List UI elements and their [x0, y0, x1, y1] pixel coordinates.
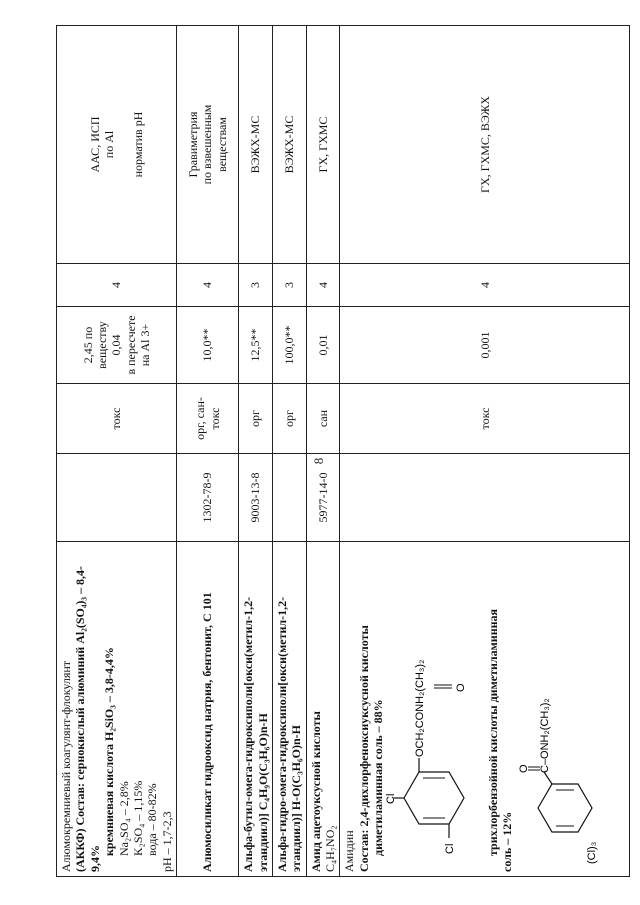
value-line: 2,45 по — [80, 326, 95, 364]
method-line: Гравиметрия — [186, 111, 201, 178]
dichlorophenoxy-structure — [384, 568, 486, 868]
method-cell: ГХ, ГХМС, ВЭЖХ — [340, 26, 630, 264]
value-cell: 0,01 — [306, 307, 340, 384]
page-number: 8 — [311, 457, 326, 465]
class-cell: 3 — [272, 264, 306, 307]
method-line: ААС, ИСП — [87, 116, 102, 173]
cas-cell: 5977-14-0 — [306, 454, 340, 542]
name-line: Алюмосиликат гидрооксид натрия, бентонит, С 101 — [200, 592, 215, 872]
value-line: на Al 3+ — [138, 323, 153, 367]
method-line: веществам — [214, 117, 229, 172]
method-cell: ГХ, ГХМС — [306, 26, 340, 264]
method-cell — [57, 26, 177, 264]
struct-label: Cl — [443, 843, 456, 854]
class-cell: 4 — [306, 264, 340, 307]
name-line: (АККФ) Состав: сернокислый алюминий Al₂(SO₄)₃ – 8,4-9,4% — [73, 565, 102, 872]
substance-name-cell — [340, 542, 630, 877]
cas-cell — [272, 454, 306, 542]
name-line: Алюмокремниевый коагулянт-флокулянт — [59, 660, 73, 872]
method-line: по взвешенным — [200, 104, 215, 185]
class-cell: 3 — [239, 264, 273, 307]
substance-name-cell: Альфа-бутил-омега-гидроксиполи[окси(метил-1,2-этандиил)] C₄H₉O(C₃H₆O)n-H — [239, 542, 273, 877]
method-line: по Al — [102, 130, 117, 159]
name-line: трихлорбензойной кислоты диметиламинная — [485, 608, 500, 856]
method-cell: ВЭЖХ-МС — [239, 26, 273, 264]
value-line: веществу — [94, 321, 109, 369]
name-line: Состав: 2,4-дихлорфеноксиуксусной кислоты — [356, 625, 371, 872]
class-cell: 4 — [340, 264, 630, 307]
substance-name-cell — [177, 542, 239, 877]
value-cell: 0,001 — [340, 307, 630, 384]
value-cell: 100,0** — [272, 307, 306, 384]
method-line: норматив pH — [130, 111, 145, 178]
name-line: соль – 12% — [500, 811, 515, 872]
name-line: C₄H₇NO₂ — [323, 825, 338, 872]
name-line: вода – 80-82% — [145, 783, 160, 856]
hazard-cell: орг, сан-токс — [177, 384, 239, 454]
name-line: кремниевая кислота H₂SiO₃ – 3,8-4,4% — [102, 647, 117, 856]
struct-label: (Cl)₃ — [586, 841, 599, 864]
cas-cell: 9003-13-8 — [239, 454, 273, 542]
method-line — [117, 30, 131, 259]
rotated-table-wrapper — [56, 26, 608, 877]
substance-name-cell — [57, 542, 177, 877]
table-row — [340, 26, 630, 877]
hazard-cell: токс — [340, 384, 630, 454]
name-line: диметиламинная соль – 88% — [371, 699, 386, 856]
struct-label: Cl — [384, 793, 397, 804]
class-cell: 4 — [57, 264, 177, 307]
hazard-cell: орг — [272, 384, 306, 454]
table-row — [272, 26, 306, 877]
name-line: Амид ацетоуксусной кислоты — [308, 711, 323, 872]
substance-name-cell — [306, 542, 340, 877]
substance-name-cell: Альфа-гидро-омега-гидроксиполи[окси(метил-1,2-этандиил)] H-O(C₃H₆O)n-H — [272, 542, 306, 877]
value-line: 0,04 — [109, 334, 124, 356]
method-cell — [177, 26, 239, 264]
trichlorobenzoic-structure — [518, 568, 598, 868]
hazard-cell: сан — [306, 384, 340, 454]
name-line: Na₂SO₄ – 2,8% — [116, 781, 131, 856]
table-row — [239, 26, 273, 877]
struct-label: O — [454, 683, 467, 692]
table-row — [57, 26, 177, 877]
name-line: Амидин — [342, 830, 357, 872]
struct-label: O — [518, 764, 531, 773]
value-line: в пересчете — [123, 315, 138, 375]
struct-label: OCH₂CONH₂(CH₃)₂ — [413, 659, 426, 757]
cas-cell — [340, 454, 630, 542]
cas-cell — [57, 454, 177, 542]
table-row — [177, 26, 239, 877]
name-line: pH – 1,7-2,3 — [159, 811, 174, 872]
value-cell: 12,5** — [239, 307, 273, 384]
hazard-cell: токс — [57, 384, 177, 454]
struct-label: C–ONH₂(CH₃)₂ — [539, 698, 552, 773]
name-line: K₂SO₄ – 1,15% — [130, 780, 145, 856]
class-cell: 4 — [177, 264, 239, 307]
hazard-cell: орг — [239, 384, 273, 454]
substances-table — [56, 25, 630, 877]
table-row — [306, 26, 340, 877]
method-cell: ВЭЖХ-МС — [272, 26, 306, 264]
value-cell — [57, 307, 177, 384]
cas-cell: 1302-78-9 — [177, 454, 239, 542]
value-cell: 10,0** — [177, 307, 239, 384]
